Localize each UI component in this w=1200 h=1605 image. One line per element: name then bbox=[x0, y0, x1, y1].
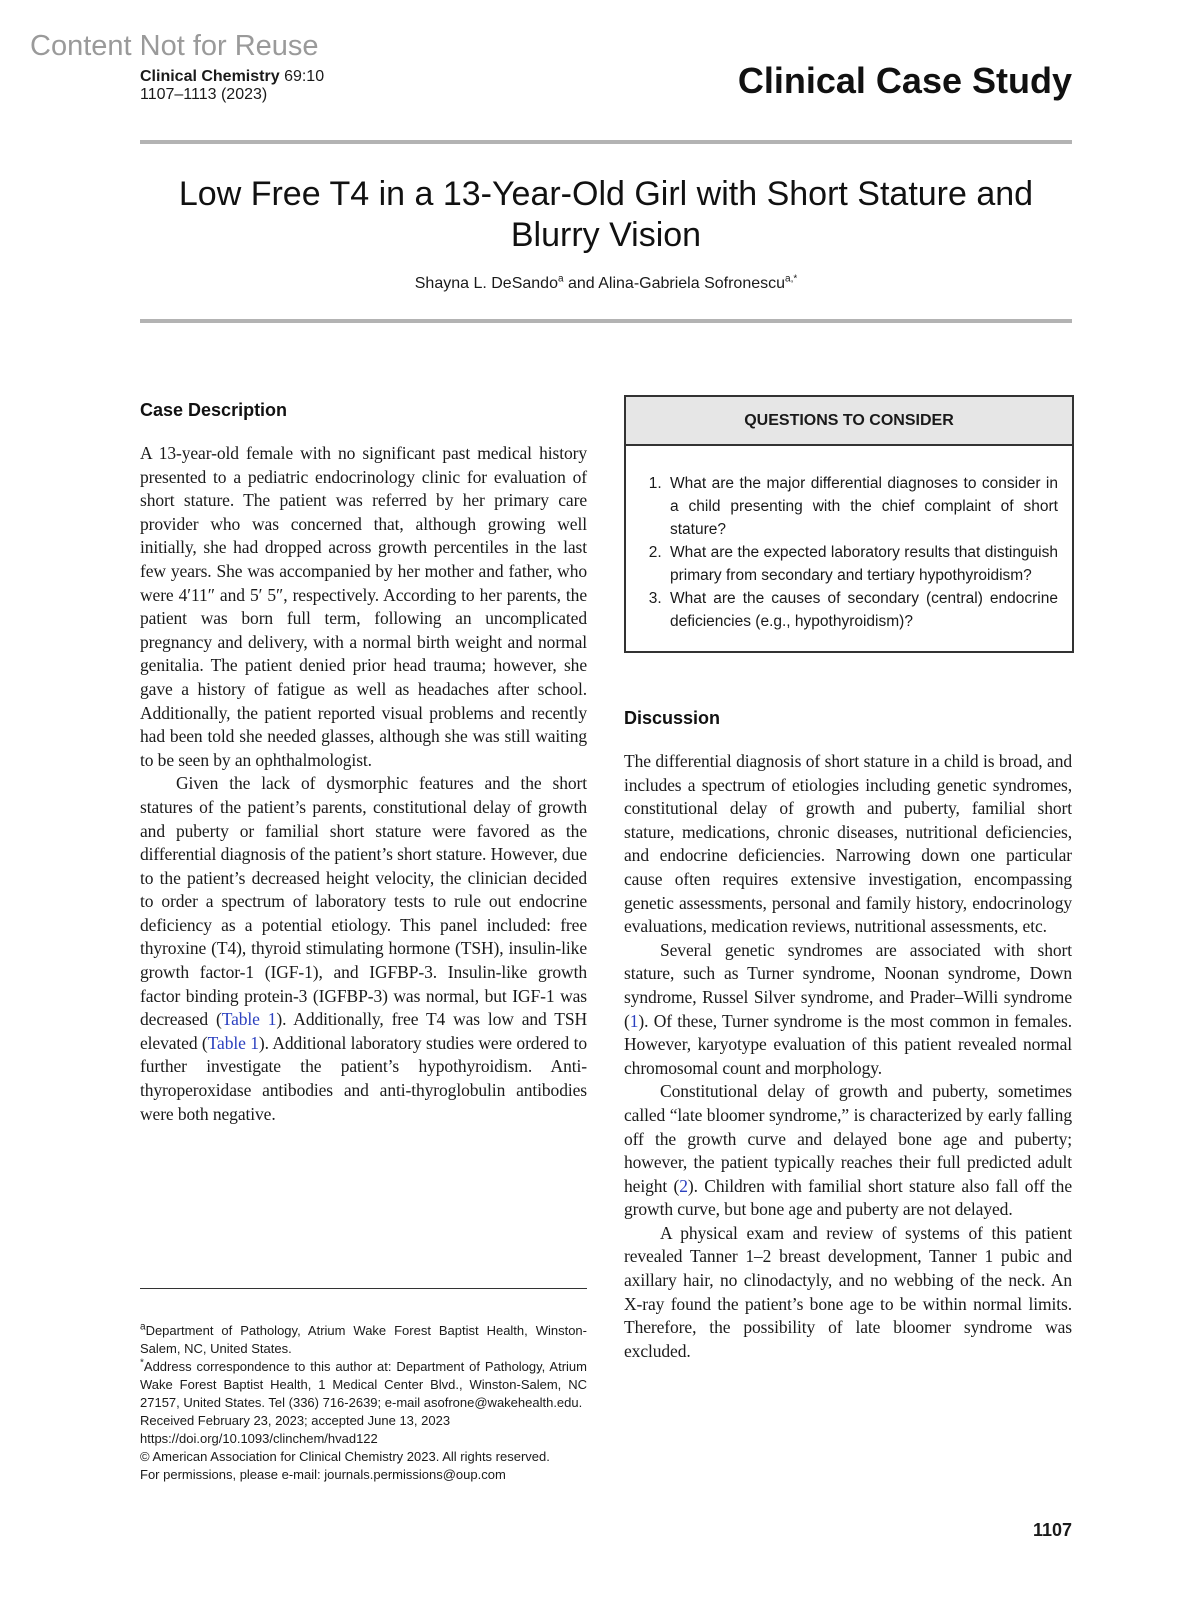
question-item: 3. What are the causes of secondary (central) endocrine deficiencies (e.g., hypothyroidism)? bbox=[666, 587, 1058, 633]
case-p2-text-a: Given the lack of dysmorphic features and the short statures of the patient’s parents, constitutional delay of growth and puberty or familial short stature were favored as the differential diagnosis of the patient’s short stature. However, due to the patient’s decreased height velocity, the clinician decided to order a spectrum of laboratory tests to rule out endocrine deficiency as a potential etiology. This panel included: free thyroxine (T4), thyroid stimulating hormone (TSH), insulin-like growth factor-1 (IGF-1), and IGFBP-3. Insulin-like growth factor binding protein-3 (IGFBP-3) was normal, but IGF-1 was decreased ( bbox=[140, 773, 587, 1030]
author-1-affiliation: a bbox=[557, 273, 564, 285]
article-title: Low Free T4 in a 13-Year-Old Girl with Short Stature and Blurry Vision bbox=[178, 175, 1034, 254]
journal-volume: 69:10 bbox=[284, 68, 325, 85]
discussion-paragraph-4: A physical exam and review of systems of this patient revealed Tanner 1–2 breast development, Tanner 1 pubic and axillary hair, no clinodactyly, and no webbing of the neck. An X-ray found the patient’s bone age to be within normal limits. Therefore, the possibility of late bloomer syndrome was excluded. bbox=[624, 1222, 1072, 1361]
left-column bbox=[140, 400, 587, 1126]
footnote-marker-a: a bbox=[140, 1321, 146, 1333]
author-2: Alina-Gabriela Sofronescu bbox=[598, 275, 786, 292]
author-1: Shayna L. DeSando bbox=[414, 275, 558, 292]
disc-p2-text-b: ). Of these, Turner syndrome is the most common in females. However, karyotype evaluation of this patient revealed normal chromosomal count and morphology. bbox=[624, 1010, 1072, 1078]
top-divider bbox=[140, 140, 1072, 144]
author-2-affiliation: a,* bbox=[785, 273, 798, 285]
correspondence-text: Address correspondence to this author at: Department of Pathology, Atrium Wake Forest Baptist Health, 1 Medical Center Blvd., Winston-Salem, NC 27157, United States. Tel (336) 716-2639; e-mail asofrone@wakehealth.edu. bbox=[140, 1359, 587, 1410]
affiliation-text: Department of Pathology, Atrium Wake Forest Baptist Health, Winston-Salem, NC, United States. bbox=[140, 1323, 587, 1356]
case-description-heading: Case Description bbox=[140, 400, 288, 420]
discussion-heading: Discussion bbox=[624, 708, 721, 728]
disc-p3-text-b: ). Children with familial short stature also fall off the growth curve, but bone age and puberty are not delayed. bbox=[624, 1175, 1073, 1220]
journal-pages: 1107–1113 (2023) bbox=[140, 86, 268, 103]
author-and: and bbox=[567, 275, 595, 292]
questions-box bbox=[624, 395, 1074, 653]
question-item: 1. What are the major differential diagnoses to consider in a child presenting with the chief complaint of short stature? bbox=[666, 472, 1058, 541]
watermark: Content Not for Reuse bbox=[30, 30, 319, 62]
question-item: 2. What are the expected laboratory results that distinguish primary from secondary and tertiary hypothyroidism? bbox=[666, 541, 1058, 587]
case-p2-text-b: ). Additionally, free T4 was low and TSH elevated ( bbox=[140, 1009, 588, 1053]
discussion-paragraph-2 bbox=[624, 939, 1072, 1081]
correspondence-footnote bbox=[140, 1358, 587, 1412]
affiliation-footnote bbox=[140, 1322, 587, 1358]
questions-list bbox=[626, 446, 1072, 651]
table-1-link-2[interactable]: Table 1 bbox=[207, 1032, 259, 1053]
questions-heading: QUESTIONS TO CONSIDER bbox=[626, 397, 1072, 446]
disc-p3-text-a: Constitutional delay of growth and puberty, sometimes called “late bloomer syndrome,” is characterized by early falling off the growth curve and delayed bone age and puberty; however, the patient typically reaches their full predicted adult height ( bbox=[624, 1081, 1072, 1196]
disc-p2-text-a: Several genetic syndromes are associated with short stature, such as Turner syndrome, Noonan syndrome, Down syndrome, Russel Silver syndrome, and Prader–Willi syndrome ( bbox=[624, 939, 1072, 1031]
case-p2-text-c: ). Additional laboratory studies were ordered to further investigate the patient’s hypothyroidism. Anti-thyroperoxidase antibodies and anti-thyroglobulin antibodies were both negative. bbox=[140, 1032, 588, 1124]
journal-name: Clinical Chemistry bbox=[140, 68, 280, 85]
discussion-column bbox=[624, 708, 1072, 1363]
footnote-marker-star: * bbox=[140, 1357, 144, 1369]
title-bottom-divider bbox=[140, 319, 1072, 323]
table-1-link[interactable]: Table 1 bbox=[221, 1009, 277, 1030]
page-number: 1107 bbox=[1032, 1520, 1072, 1540]
reference-1-link[interactable]: 1 bbox=[629, 1010, 639, 1031]
permissions-notice: For permissions, please e-mail: journals.permissions@oup.com bbox=[140, 1467, 506, 1482]
case-paragraph-2 bbox=[140, 772, 587, 1126]
copyright-notice: © American Association for Clinical Chemistry 2023. All rights reserved. bbox=[140, 1449, 550, 1464]
reference-2-link[interactable]: 2 bbox=[679, 1175, 688, 1196]
author-line bbox=[140, 275, 1072, 293]
discussion-paragraph-1: The differential diagnosis of short stature in a child is broad, and includes a spectrum of etiologies including genetic syndromes, constitutional delay of growth and puberty, familial short stature, medications, chronic diseases, nutritional deficiencies, and endocrine deficiencies. Narrowing down one particular cause often requires extensive investigation, encompassing genetic assessments, personal and family history, endocrinology evaluations, medication reviews, nutritional assessments, etc. bbox=[624, 751, 1072, 937]
article-type: Clinical Case Study bbox=[737, 60, 1072, 101]
footnote-divider bbox=[140, 1288, 587, 1289]
doi-link[interactable]: https://doi.org/10.1093/clinchem/hvad122 bbox=[140, 1431, 378, 1446]
footnotes bbox=[140, 1322, 587, 1484]
received-dates: Received February 23, 2023; accepted June 13, 2023 bbox=[140, 1413, 451, 1428]
case-paragraph-1: A 13-year-old female with no significant past medical history presented to a pediatric endocrinology clinic for evaluation of short stature. The patient was referred by her primary care provider who was concerned that, although growing well initially, she had dropped across growth percentiles in the last few years. She was accompanied by her mother and father, who were 4′11″ and 5′ 5″, respectively. According to her parents, the patient was born full term, following an uncomplicated pregnancy and delivery, with a normal birth weight and normal genitalia. The patient denied prior head trauma; however, she gave a history of fatigue as well as headaches after school. Additionally, the patient reported visual problems and recently had been told she needed glasses, although she was still waiting to be seen by an ophthalmologist. bbox=[140, 443, 587, 770]
journal-citation bbox=[140, 68, 324, 104]
discussion-paragraph-3 bbox=[624, 1080, 1072, 1222]
